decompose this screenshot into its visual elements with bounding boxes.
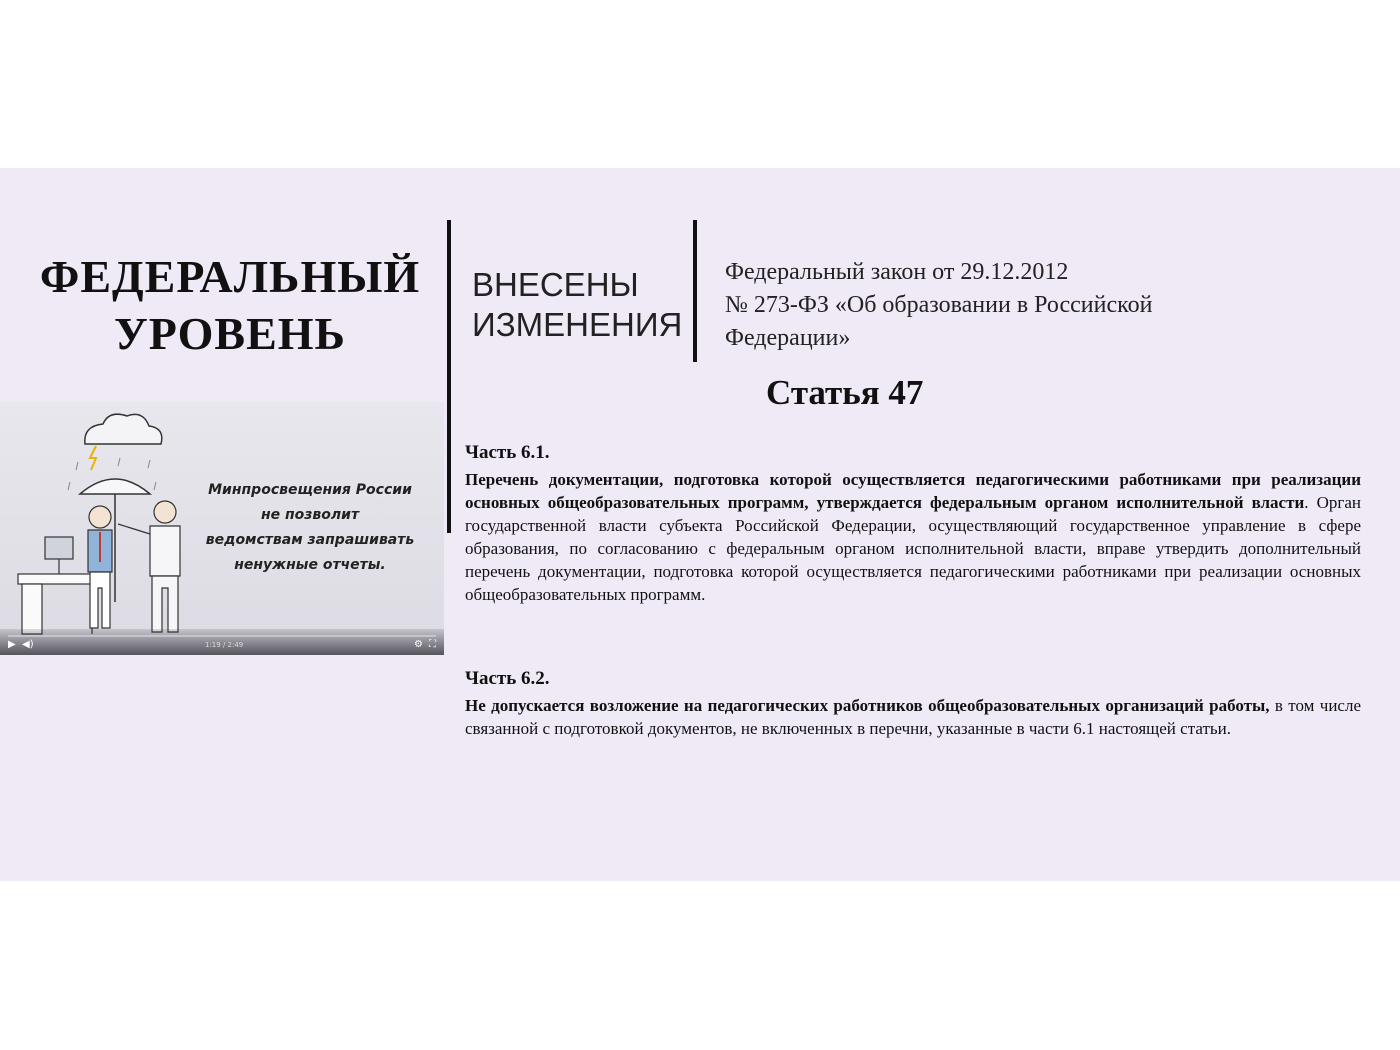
article-heading: Статья 47 [766, 373, 924, 412]
changes-label [472, 265, 692, 345]
part-body [465, 694, 1361, 740]
play-icon[interactable]: ▶ [8, 639, 16, 650]
slide [0, 168, 1400, 881]
caption-line: Минпросвещения России [208, 482, 412, 498]
main-title-line: УРОВЕНЬ [114, 308, 346, 359]
law-line: Федеральный закон от 29.12.2012 [725, 259, 1069, 285]
divider-line [693, 220, 697, 362]
person-left [88, 506, 112, 628]
progress-bar[interactable] [8, 635, 436, 637]
video-controls [0, 629, 444, 655]
part-body [465, 468, 1361, 606]
divider-line [447, 220, 451, 533]
gear-icon[interactable]: ⚙ [414, 639, 423, 650]
caption-line: ненужные отчеты. [234, 557, 386, 573]
desk [18, 574, 98, 584]
part-title: Часть 6.2. [465, 668, 550, 689]
caption-line: не позволит [260, 507, 360, 523]
article-part [465, 440, 1361, 606]
part-bold-text: Перечень документации, подготовка которой осуществляется педагогическими работниками при реализации основных общеобразовательных программ, утверждается федеральным органом исполнительной власти [465, 470, 1361, 512]
part-title: Часть 6.1. [465, 442, 550, 463]
cloud-icon [85, 414, 162, 444]
monitor [45, 537, 73, 559]
part-text: . Орган государственной власти субъекта Российской Федерации, осуществляющий государственное управление в сфере образования, по согласованию с федеральным органом исполнительной власти, вправе утвердить дополнительный перечень документации, подготовка которой осуществляется педагогическими работниками при реализации основных общеобразовательных программ. [465, 493, 1361, 604]
article-part [465, 666, 1361, 740]
part-bold-text: Не допускается возложение на педагогических работников общеобразовательных организаций работы, [465, 696, 1270, 715]
main-title-line: ФЕДЕРАЛЬНЫЙ [39, 251, 421, 302]
person-right [118, 501, 180, 632]
main-title [30, 248, 430, 362]
law-line: Федерации» [725, 325, 851, 351]
umbrella-icon [80, 479, 150, 494]
video-caption [200, 478, 420, 578]
lightning-icon [90, 446, 96, 470]
video-player[interactable] [0, 402, 444, 655]
law-reference [725, 256, 1245, 355]
volume-icon[interactable]: ◀) [22, 639, 34, 650]
changes-line: ВНЕСЕНЫ [472, 266, 639, 303]
video-time: 1:19 / 2:49 [205, 641, 244, 649]
part-text: в том числе связанной с подготовкой документов, не включенных в перечни, указанные в части 6.1 настоящей статьи. [465, 696, 1361, 738]
caption-line: ведомствам запрашивать [205, 532, 415, 548]
fullscreen-icon[interactable]: ⛶ [429, 639, 436, 650]
law-line: № 273-ФЗ «Об образовании в Российской [725, 292, 1153, 318]
changes-line: ИЗМЕНЕНИЯ [472, 306, 683, 343]
